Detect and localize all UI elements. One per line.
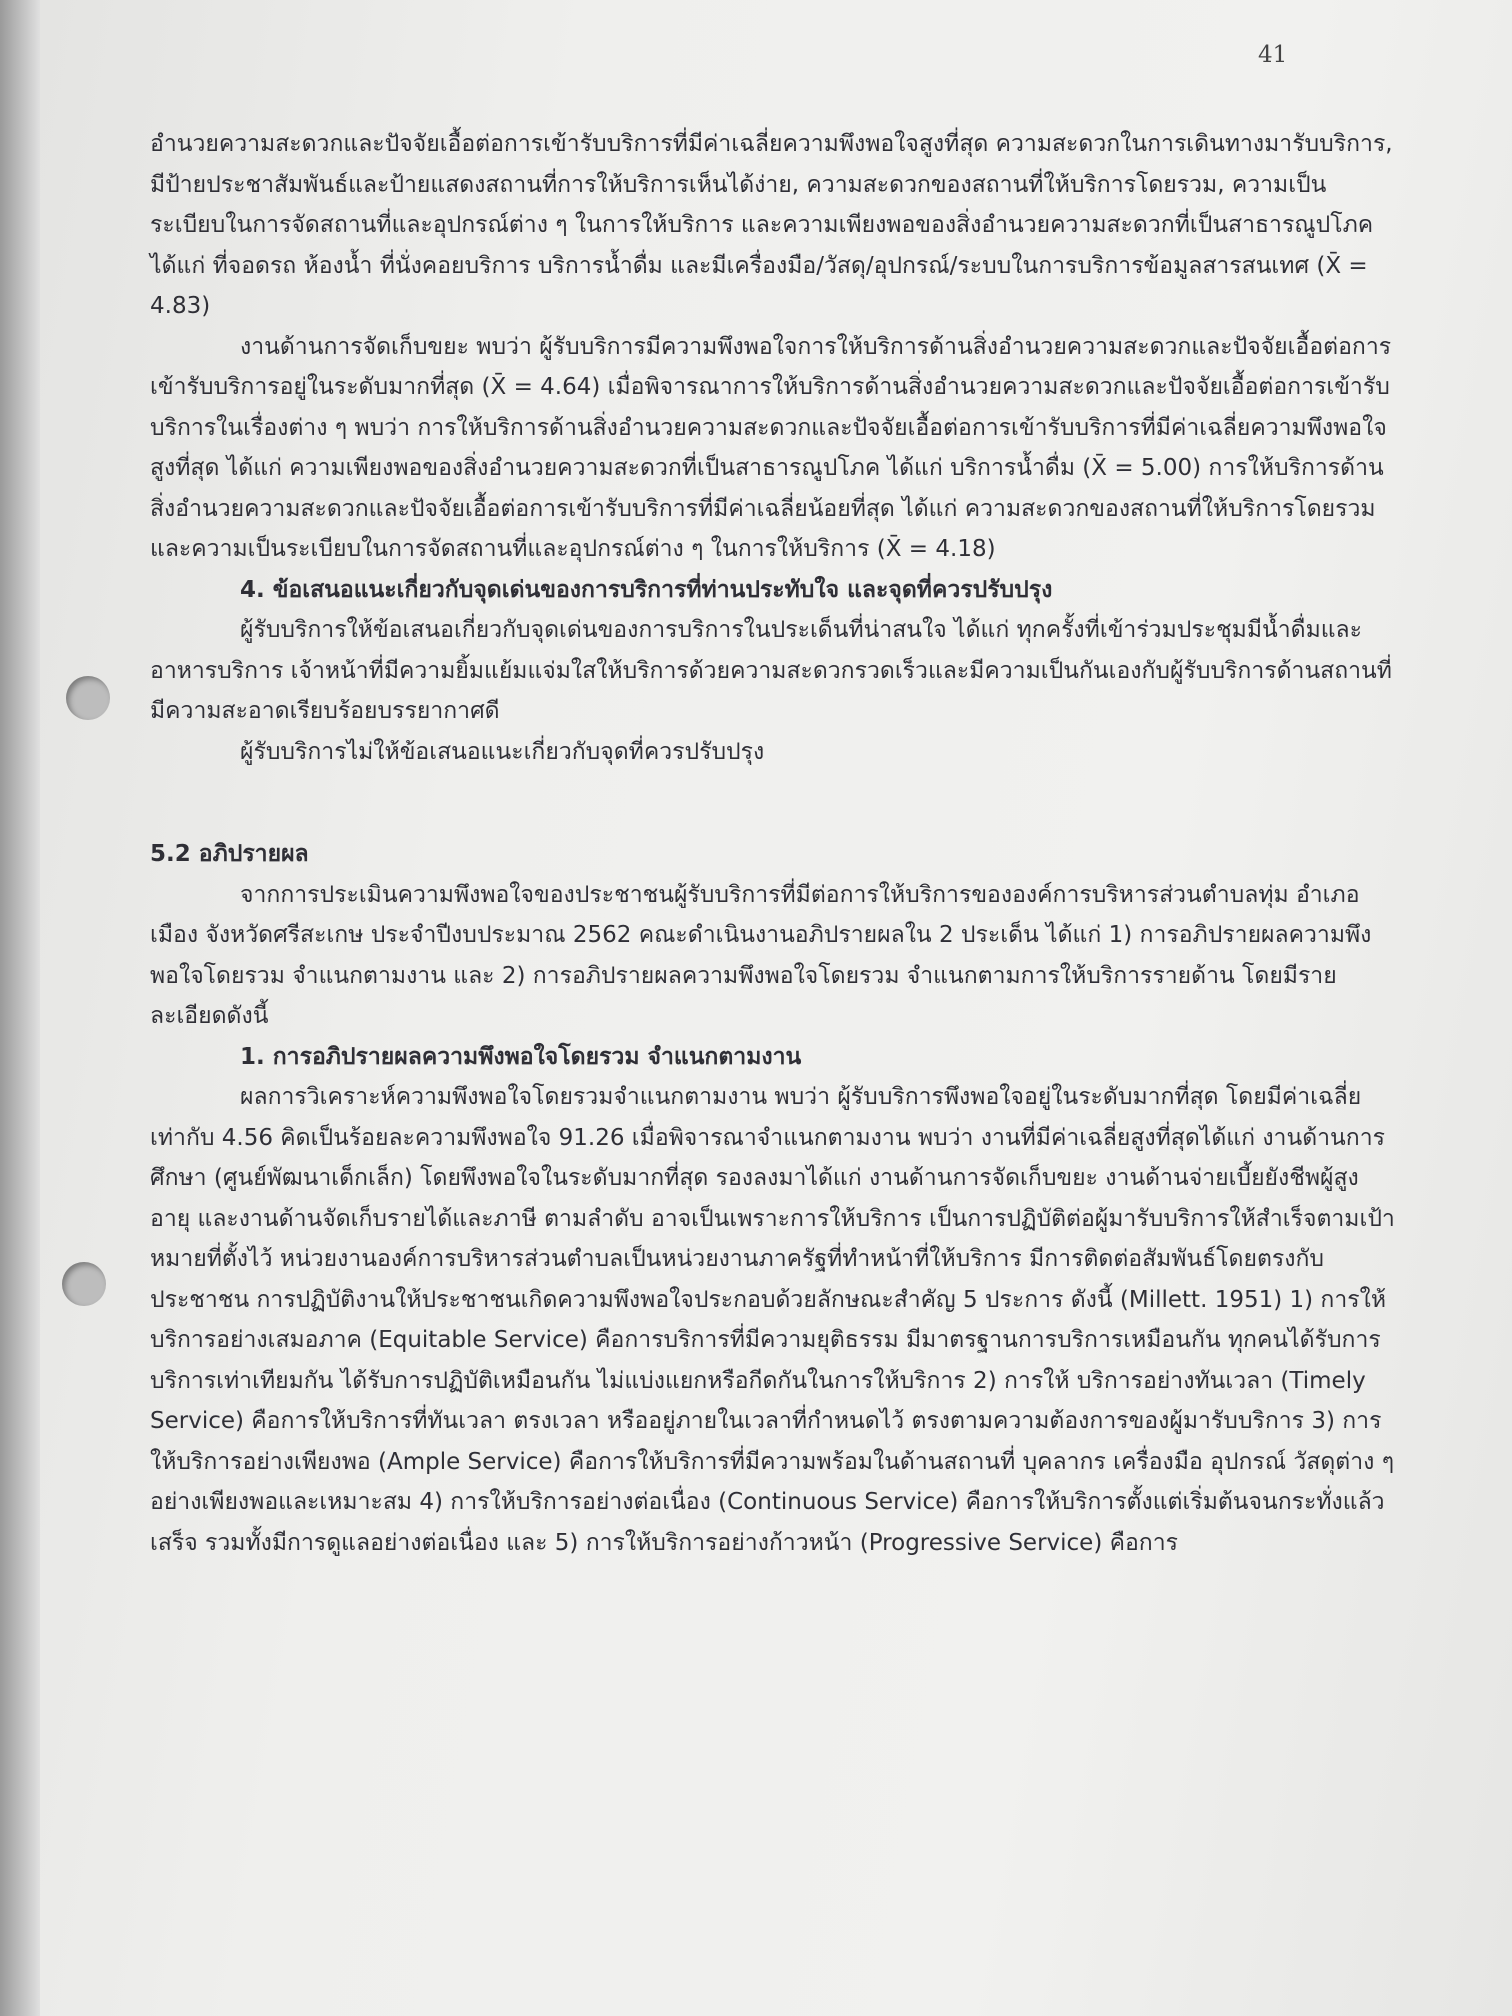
page-number: 41 — [1258, 42, 1288, 68]
paragraph: งานด้านการจัดเก็บขยะ พบว่า ผู้รับบริการมีความพึงพอใจการให้บริการด้านสิ่งอำนวยความสะดวกและปัจจัยเอื้อต่อการเข้ารับบริการอยู่ในระดับมากที่สุด (X̄ = 4.64) เมื่อพิจารณาการให้บริการด้านสิ่งอำนวยความสะดวกและปัจจัยเอื้อต่อการเข้ารับบริการในเรื่องต่าง ๆ พบว่า การให้บริการด้านสิ่งอำนวยความสะดวกและปัจจัยเอื้อต่อการเข้ารับบริการที่มีค่าเฉลี่ยความพึงพอใจสูงที่สุด ได้แก่ ความเพียงพอของสิ่งอำนวยความสะดวกที่เป็นสาธารณูปโภค ได้แก่ บริการน้ำดื่ม (X̄ = 5.00) การให้บริการด้านสิ่งอำนวยความสะดวกและปัจจัยเอื้อต่อการเข้ารับบริการที่มีค่าเฉลี่ยน้อยที่สุด ได้แก่ ความสะดวกของสถานที่ให้บริการโดยรวม และความเป็นระเบียบในการจัดสถานที่และอุปกรณ์ต่าง ๆ ในการให้บริการ (X̄ = 4.18) — [150, 333, 1392, 562]
paragraph: ผู้รับบริการให้ข้อเสนอเกี่ยวกับจุดเด่นของการบริการในประเด็นที่น่าสนใจ ได้แก่ ทุกครั้งที่เข้าร่วมประชุมมีน้ำดื่มและอาหารบริการ เจ้าหน้าที่มีความยิ้มแย้มแจ่มใสให้บริการด้วยความสะดวกรวดเร็วและมีความเป็นกันเองกับผู้รับบริการด้านสถานที่มีความสะอาดเรียบร้อยบรรยากาศดี — [150, 617, 1392, 724]
document-page — [40, 0, 1512, 2016]
section-spacer — [150, 772, 1395, 834]
paragraph: จากการประเมินความพึงพอใจของประชาชนผู้รับบริการที่มีต่อการให้บริการขององค์การบริหารส่วนตำบลทุ่ม อำเภอเมือง จังหวัดศรีสะเกษ ประจำปีงบประมาณ 2562 คณะดำเนินงานอภิปรายผลใน 2 ประเด็น ได้แก่ 1) การอภิปรายผลความพึงพอใจโดยรวม จำแนกตามงาน และ 2) การอภิปรายผลความพึงพอใจโดยรวม จำแนกตามการให้บริการรายด้าน โดยมีรายละเอียดดังนี้ — [150, 881, 1372, 1029]
page-shadow-edge — [0, 0, 40, 2016]
paragraph: ผู้รับบริการไม่ให้ข้อเสนอแนะเกี่ยวกับจุดที่ควรปรับปรุง — [240, 738, 765, 765]
paragraph: ผลการวิเคราะห์ความพึงพอใจโดยรวมจำแนกตามงาน พบว่า ผู้รับบริการพึงพอใจอยู่ในระดับมากที่สุด โดยมีค่าเฉลี่ยเท่ากับ 4.56 คิดเป็นร้อยละความพึงพอใจ 91.26 เมื่อพิจารณาจำแนกตามงาน พบว่า งานที่มีค่าเฉลี่ยสูงที่สุดได้แก่ งานด้านการศึกษา (ศูนย์พัฒนาเด็กเล็ก) โดยพึงพอใจในระดับมากที่สุด รองลงมาได้แก่ งานด้านการจัดเก็บขยะ งานด้านจ่ายเบี้ยยังชีพผู้สูงอายุ และงานด้านจัดเก็บรายได้และภาษี ตามลำดับ อาจเป็นเพราะการให้บริการ เป็นการปฏิบัติต่อผู้มารับบริการให้สำเร็จตามเป้าหมายที่ตั้งไว้ หน่วยงานองค์การบริหารส่วนตำบลเป็นหน่วยงานภาครัฐที่ทำหน้าที่ให้บริการ มีการติดต่อสัมพันธ์โดยตรงกับประชาชน การปฏิบัติงานให้ประชาชนเกิดความพึงพอใจประกอบด้วยลักษณะสำคัญ 5 ประการ ดังนี้ (Millett. 1951) 1) การให้บริการอย่างเสมอภาค (Equitable Service) คือการบริการที่มีความยุติธรรม มีมาตรฐานการบริการเหมือนกัน ทุกคนได้รับการบริการเท่าเทียมกัน ได้รับการปฏิบัติเหมือนกัน ไม่แบ่งแยกหรือกีดกันในการให้บริการ 2) การให้ บริการอย่างทันเวลา (Timely Service) คือการให้บริการที่ทันเวลา ตรงเวลา หรืออยู่ภายในเวลาที่กำหนดไว้ ตรงตามความต้องการของผู้มารับบริการ 3) การให้บริการอย่างเพียงพอ (Ample Service) คือการให้บริการที่มีความพร้อมในด้านสถานที่ บุคลากร เครื่องมือ อุปกรณ์ วัสดุต่าง ๆ อย่างเพียงพอและเหมาะสม 4) การให้บริการอย่างต่อเนื่อง (Continuous Service) คือการให้บริการตั้งแต่เริ่มต้นจนกระทั่งแล้วเสร็จ รวมทั้งมีการดูแลอย่างต่อเนื่อง และ 5) การให้บริการอย่างก้าวหน้า (Progressive Service) คือการ — [150, 1084, 1395, 1556]
punch-hole-bottom — [62, 1262, 106, 1306]
section-heading: 4. ข้อเสนอแนะเกี่ยวกับจุดเด่นของการบริการที่ท่านประทับใจ และจุดที่ควรปรับปรุง — [240, 576, 1053, 603]
section-heading: 5.2 อภิปรายผล — [150, 841, 309, 867]
subsection-heading: 1. การอภิปรายผลความพึงพอใจโดยรวม จำแนกตามงาน — [240, 1043, 802, 1070]
paragraph: อำนวยความสะดวกและปัจจัยเอื้อต่อการเข้ารับบริการที่มีค่าเฉลี่ยความพึงพอใจสูงที่สุด ความสะดวกในการเดินทางมารับบริการ, มีป้ายประชาสัมพันธ์และป้ายแสดงสถานที่การให้บริการเห็นได้ง่าย, ความสะดวกของสถานที่ให้บริการโดยรวม, ความเป็นระเบียบในการจัดสถานที่และอุปกรณ์ต่าง ๆ ในการให้บริการ และความเพียงพอของสิ่งอำนวยความสะดวกที่เป็นสาธารณูปโภค ได้แก่ ที่จอดรถ ห้องน้ำ ที่นั่งคอยบริการ บริการน้ำดื่ม และมีเครื่องมือ/วัสดุ/อุปกรณ์/ระบบในการบริการข้อมูลสารสนเทศ (X̄ = 4.83) — [150, 131, 1393, 319]
punch-hole-top — [66, 676, 110, 720]
body-text — [150, 124, 1395, 1563]
